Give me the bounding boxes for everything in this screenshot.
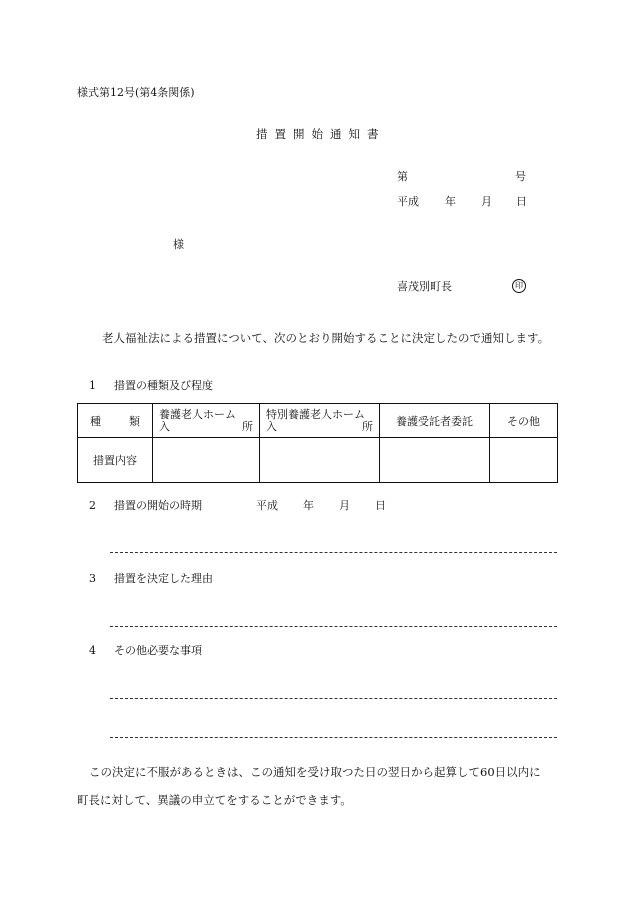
content-cell-1[interactable]: [153, 438, 260, 483]
start-month: 月: [339, 499, 350, 512]
header-type-cell: [78, 404, 153, 438]
col-nursing-home-line1: 養護老人ホーム: [159, 407, 236, 421]
dotted-line-2: [110, 626, 557, 627]
document-title: 措置開始通知書: [256, 127, 386, 141]
section-2-label: 措置の開始の時期: [114, 499, 202, 512]
date-day: 日: [516, 195, 527, 208]
table-content-row: [78, 438, 558, 483]
col-special-nursing-home: [260, 404, 380, 438]
col-special-nursing-home-line2a: 入: [266, 419, 277, 433]
row-label-content: 措置内容: [78, 438, 153, 483]
section-3-num: 3: [89, 572, 96, 585]
section-3-label: 措置を決定した理由: [114, 572, 213, 585]
dotted-line-1: [110, 552, 557, 553]
content-cell-2[interactable]: [260, 438, 380, 483]
addressee-suffix: 様: [173, 238, 184, 251]
dotted-line-4: [110, 737, 557, 738]
header-type-b: 類: [129, 414, 140, 428]
col-special-nursing-home-line1: 特別養護老人ホーム: [266, 407, 365, 421]
date-month: 月: [481, 195, 492, 208]
header-type-a: 種: [90, 414, 101, 428]
date-era: 平成: [397, 195, 419, 208]
seal-mark: [512, 279, 526, 293]
col-other: その他: [490, 404, 558, 438]
section-2-num: 2: [89, 499, 96, 512]
section-4-label: その他必要な事項: [114, 644, 202, 657]
footer-line-2: 町長に対して、異議の申立てをすることができます。: [77, 793, 352, 807]
table-header-row: [78, 404, 558, 438]
col-nursing-home-line2b: 所: [242, 419, 253, 433]
start-year: 年: [303, 499, 314, 512]
form-id: 様式第12号(第4条関係): [77, 86, 195, 99]
seal-icon: 印: [512, 279, 526, 293]
number-suffix: 号: [515, 170, 526, 183]
start-era: 平成: [256, 499, 278, 512]
intro-text: 老人福祉法による措置について、次のとおり開始することに決定したので通知します。: [102, 331, 550, 345]
issuer-name: 喜茂別町長: [397, 280, 452, 293]
footer-line-1: この決定に不服があるときは、この通知を受け取つた日の翌日から起算して60日以内に: [89, 765, 541, 779]
col-nursing-home-line2a: 入: [159, 419, 170, 433]
measure-type-table: [77, 403, 558, 483]
col-foster-care: 養護受託者委託: [380, 404, 490, 438]
section-1-num: 1: [89, 379, 96, 392]
col-nursing-home: [153, 404, 260, 438]
date-year: 年: [445, 195, 456, 208]
content-cell-4[interactable]: [490, 438, 558, 483]
section-4-num: 4: [89, 644, 96, 657]
start-day: 日: [375, 499, 386, 512]
col-special-nursing-home-line2b: 所: [362, 419, 373, 433]
content-cell-3[interactable]: [380, 438, 490, 483]
number-prefix: 第: [397, 170, 408, 183]
dotted-line-3: [110, 698, 557, 699]
section-1-label: 措置の種類及び程度: [114, 379, 213, 392]
